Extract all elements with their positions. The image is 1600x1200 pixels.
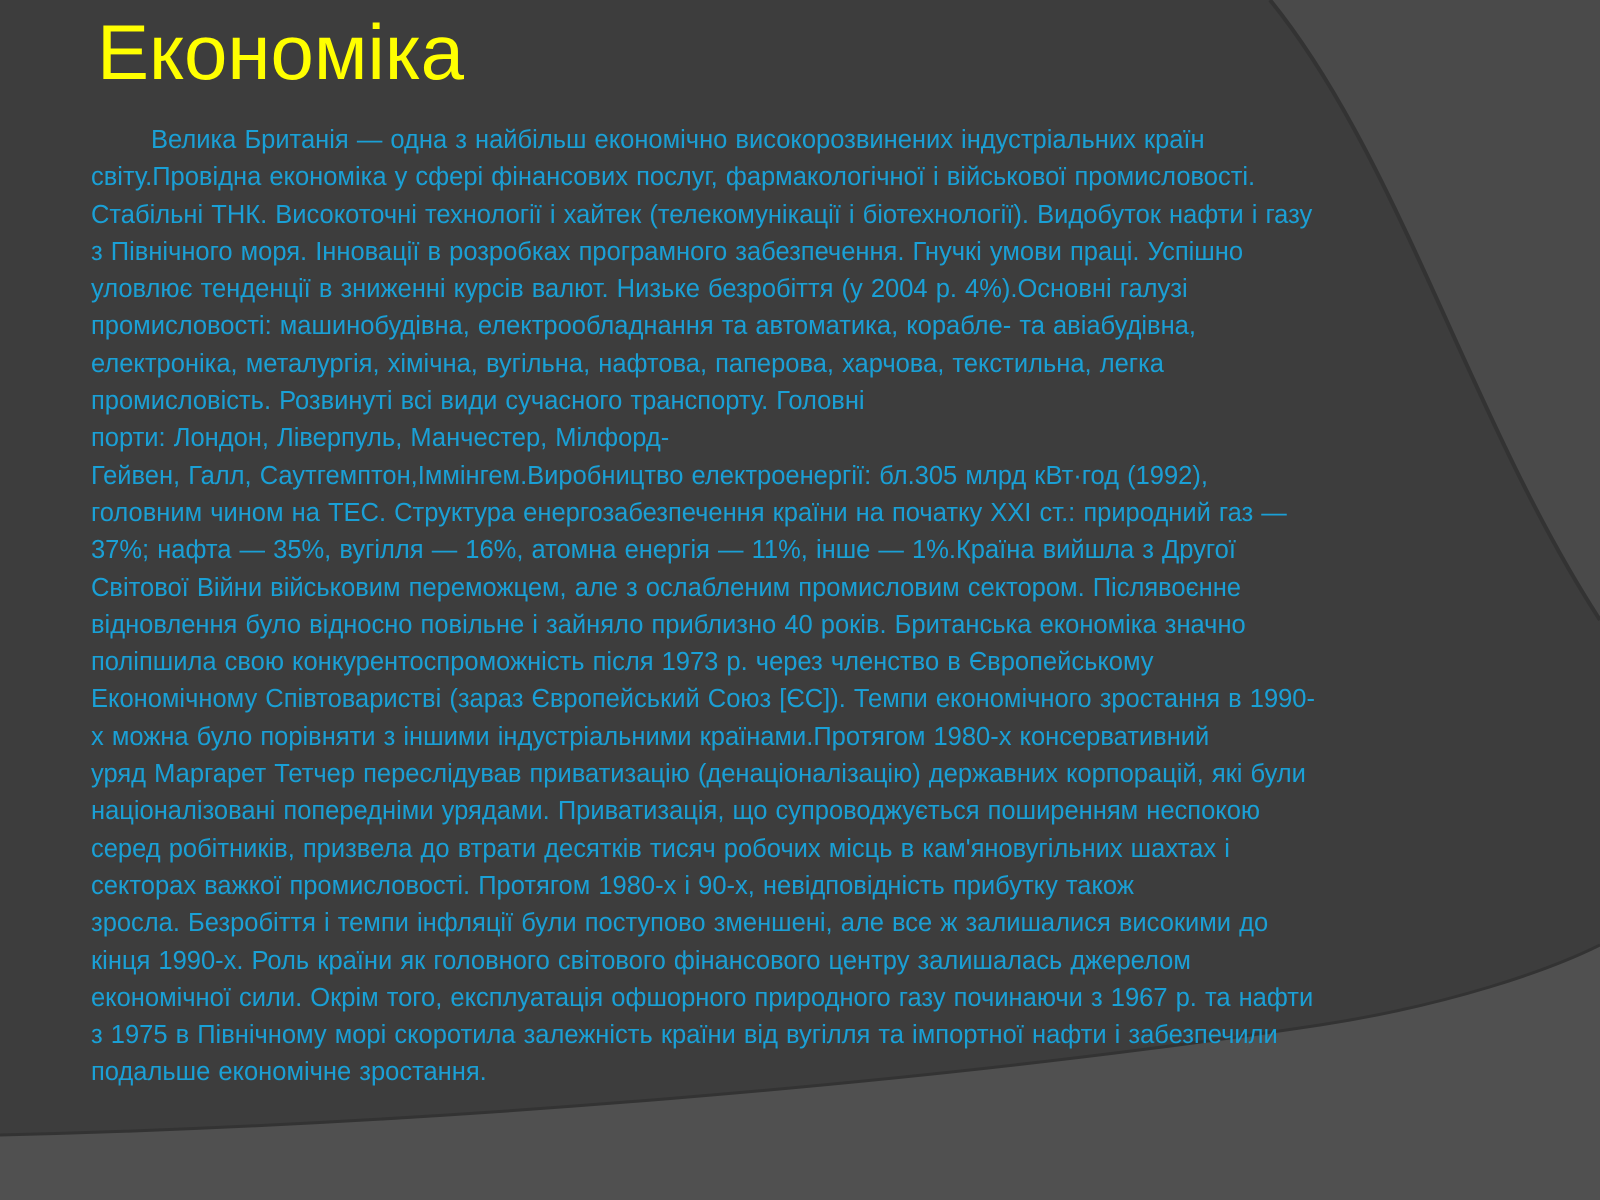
paragraph-line: Стабільні ТНК. Високоточні технології і хайтек (телекомунікації і біотехнології). Видобуток нафти і газу — [91, 200, 1313, 229]
economy-paragraph — [91, 122, 1571, 1092]
paragraph-line: націоналізовані попередніми урядами. Приватизація, що супроводжується поширенням неспокою — [91, 797, 1261, 826]
paragraph-line: Світової Війни військовим переможцем, але з ослабленим промисловим сектором. Післявоєнне — [91, 573, 1241, 602]
paragraph-line: головним чином на ТЕС. Структура енергозабезпечення країни на початку XXI ст.: природний газ — — [91, 498, 1287, 527]
paragraph-line: зросла. Безробіття і темпи інфляції були поступово зменшені, але все ж залишалися високими до — [91, 909, 1269, 938]
paragraph-line: секторах важкої промисловості. Протягом 1980-х і 90-х, невідповідність прибутку також — [91, 871, 1134, 900]
paragraph-line: світу.Провідна економіка у сфері фінансових послуг, фармакологічної і військової промисловості. — [91, 163, 1256, 192]
paragraph-line: відновлення було відносно повільне і зайняло приблизно 40 років. Британська економіка значно — [91, 610, 1246, 639]
paragraph-line: х можна було порівняти з іншими індустріальними країнами.Протягом 1980-х консервативний — [91, 722, 1210, 751]
paragraph-line: Гейвен, Галл, Саутгемптон,Іммінгем.Виробництво електроенергії: бл.305 млрд кВт·год (1992), — [91, 461, 1208, 490]
paragraph-line: кінця 1990-х. Роль країни як головного світового фінансового центру залишалась джерелом — [91, 946, 1191, 975]
paragraph-line: з 1975 в Північному морі скоротила залежність країни від вугілля та імпортної нафти і забезпечили — [91, 1021, 1278, 1050]
paragraph-line: з Північного моря. Інновації в розробках програмного забезпечення. Гнучкі умови праці. Успішно — [91, 237, 1244, 266]
paragraph-line: електроніка, металургія, хімічна, вугільна, нафтова, паперова, харчова, текстильна, легка — [91, 349, 1164, 378]
paragraph-line: уловлює тенденції в зниженні курсів валют. Низьке безробіття (у 2004 р. 4%).Основні галузі — [91, 275, 1188, 304]
paragraph-line: Економічному Співтоваристві (зараз Європейський Союз [ЄС]). Темпи економічного зростання в 1990- — [91, 685, 1315, 714]
paragraph-line: Велика Британія — одна з найбільш економічно високорозвинених індустріальних країн — [151, 126, 1205, 154]
paragraph-line: 37%; нафта — 35%, вугілля — 16%, атомна енергія — 11%, інше — 1%.Країна вийшла з Другої — [91, 536, 1236, 565]
paragraph-line: порти: Лондон, Ліверпуль, Манчестер, Мілфорд- — [91, 424, 670, 453]
paragraph-line: економічної сили. Окрім того, експлуатація офшорного природного газу починаючи з 1967 р. та нафти — [91, 983, 1314, 1012]
paragraph-line: уряд Маргарет Тетчер переслідував приватизацію (денаціоналізацію) державних корпорацій, які були — [91, 760, 1306, 789]
paragraph-line: серед робітників, призвела до втрати десятків тисяч робочих місць в кам'яновугільних шахтах і — [91, 834, 1230, 863]
paragraph-line: подальше економічне зростання. — [91, 1058, 487, 1087]
slide-title: Економіка — [97, 8, 465, 96]
paragraph-line: поліпшила свою конкурентоспроможність після 1973 р. через членство в Європейському — [91, 648, 1154, 677]
paragraph-line: промисловість. Розвинуті всі види сучасного транспорту. Головні — [91, 387, 865, 416]
paragraph-line: промисловості: машинобудівна, електрообладнання та автоматика, корабле- та авіабудівна, — [91, 312, 1196, 341]
